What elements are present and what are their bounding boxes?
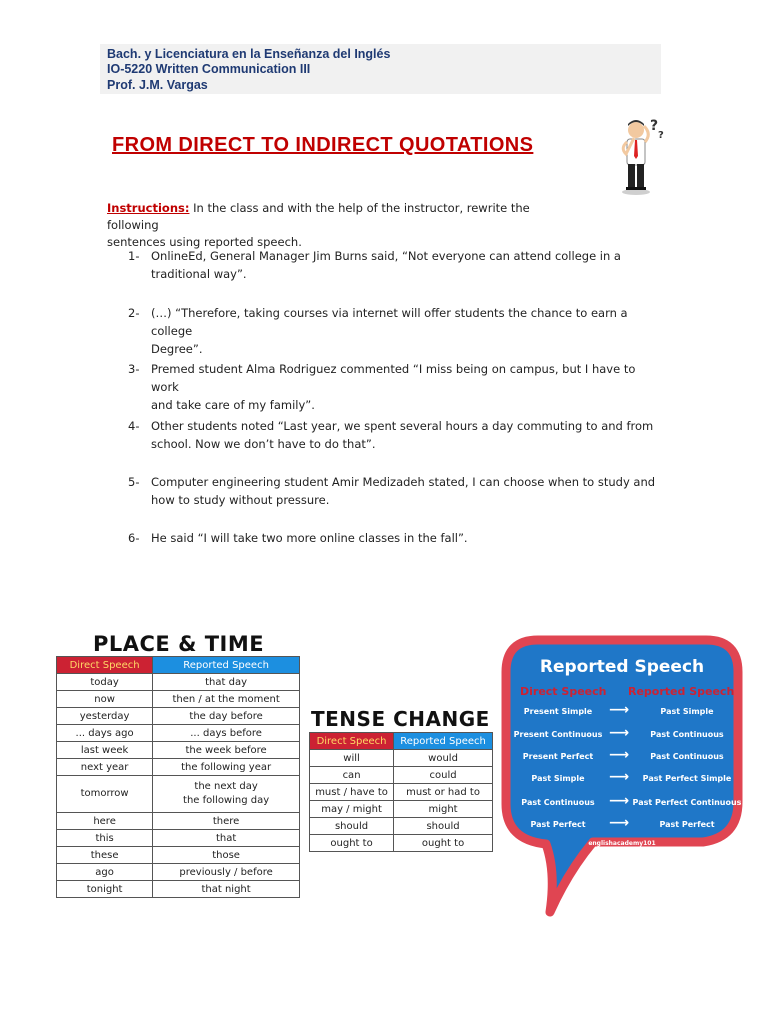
direct-cell: should	[310, 818, 394, 835]
arrow-right-icon: ⟶	[608, 815, 630, 831]
list-item	[128, 529, 658, 547]
item-number: 1-	[128, 249, 140, 263]
tense-rule-row	[512, 702, 738, 719]
reported-cell: that day	[153, 674, 300, 691]
item-text-line1: OnlineEd, General Manager Jim Burns said, “Not everyone can attend college in a	[151, 249, 621, 263]
direct-cell: can	[310, 767, 394, 784]
reported-cell: those	[153, 847, 300, 864]
instructions-text-2: sentences using reported speech.	[107, 235, 302, 249]
direct-cell: ago	[57, 864, 153, 881]
reported-cell: ought to	[394, 835, 493, 852]
tense-to: Past Continuous	[650, 752, 724, 761]
item-number: 3-	[128, 362, 140, 376]
reported-cell: the following year	[153, 759, 300, 776]
list-item	[128, 417, 658, 453]
tense-change-title: TENSE CHANGE	[311, 707, 490, 731]
tense-from: Past Perfect	[530, 820, 586, 829]
item-text-line1: (…) “Therefore, taking courses via internet will offer students the chance to earn a college	[151, 306, 628, 338]
list-item	[128, 247, 658, 283]
item-text-line2: school. Now we don’t have to do that”.	[151, 437, 376, 451]
direct-cell: here	[57, 813, 153, 830]
tense-header-reported: Reported Speech	[394, 733, 493, 750]
tense-rule-row	[512, 747, 738, 764]
arrow-right-icon: ⟶	[608, 747, 630, 763]
item-text-line2: traditional way”.	[151, 267, 247, 281]
tense-to: Past Simple	[660, 707, 714, 716]
arrow-right-icon: ⟶	[608, 725, 630, 741]
direct-cell: last week	[57, 742, 153, 759]
direct-cell: next year	[57, 759, 153, 776]
svg-text:?: ?	[658, 130, 664, 141]
item-number: 2-	[128, 306, 140, 320]
direct-cell: will	[310, 750, 394, 767]
table-row	[310, 818, 493, 835]
direct-cell: ... days ago	[57, 725, 153, 742]
place-time-table	[56, 656, 300, 898]
place-time-title: PLACE & TIME	[93, 632, 265, 656]
table-row	[310, 750, 493, 767]
tense-to: Past Perfect Simple	[642, 774, 732, 783]
place-time-header-direct: Direct Speech	[57, 657, 153, 674]
direct-cell: tonight	[57, 881, 153, 898]
arrow-right-icon: ⟶	[608, 702, 630, 718]
instructions-label: Instructions:	[107, 201, 190, 215]
direct-cell: these	[57, 847, 153, 864]
reported-cell: would	[394, 750, 493, 767]
table-row	[57, 742, 300, 759]
course-name: IO-5220 Written Communication III	[107, 62, 311, 76]
reported-cell: might	[394, 801, 493, 818]
reported-cell: that night	[153, 881, 300, 898]
item-number: 5-	[128, 475, 140, 489]
item-text-line1: Premed student Alma Rodriguez commented “I miss being on campus, but I have to work	[151, 362, 636, 394]
tense-change-table	[309, 732, 493, 852]
table-row	[57, 708, 300, 725]
tense-rule-row	[512, 769, 738, 786]
svg-text:?: ?	[650, 118, 659, 134]
table-row	[310, 767, 493, 784]
table-row	[57, 830, 300, 847]
table-row	[57, 759, 300, 776]
table-row	[57, 725, 300, 742]
item-number: 6-	[128, 531, 140, 545]
tense-to: Past Perfect	[659, 820, 715, 829]
direct-cell: today	[57, 674, 153, 691]
instructions	[107, 200, 577, 251]
page-title: FROM DIRECT TO INDIRECT QUOTATIONS	[112, 134, 534, 156]
reported-cell: the day before	[153, 708, 300, 725]
tense-from: Past Simple	[531, 774, 585, 783]
reported-speech-head-reported: Reported Speech	[628, 685, 735, 698]
item-text-line1: Other students noted “Last year, we spent several hours a day commuting to and from	[151, 419, 654, 433]
table-row	[57, 864, 300, 881]
table-row	[57, 674, 300, 691]
tense-rule-row	[512, 815, 738, 832]
direct-cell: now	[57, 691, 153, 708]
reported-cell-line2: the following day	[183, 795, 270, 806]
reported-cell: there	[153, 813, 300, 830]
list-item	[128, 360, 658, 414]
reported-cell: previously / before	[153, 864, 300, 881]
tense-from: Present Continuous	[513, 730, 603, 739]
item-text-line2: and take care of my family”.	[151, 398, 315, 412]
table-row	[57, 776, 300, 813]
item-text-line2: Degree”.	[151, 342, 203, 356]
tense-to: Past Continuous	[650, 730, 724, 739]
reported-cell: must or had to	[394, 784, 493, 801]
direct-cell: ought to	[310, 835, 394, 852]
table-row	[57, 813, 300, 830]
place-time-header-reported: Reported Speech	[153, 657, 300, 674]
list-item	[128, 473, 658, 509]
program-name: Bach. y Licenciatura en la Enseñanza del Inglés	[107, 47, 391, 61]
instructions-text-1: In the class and with the help of the instructor, rewrite the following	[107, 201, 530, 232]
reported-cell: ... days before	[153, 725, 300, 742]
reported-speech-footer: englishacademy101	[588, 840, 656, 847]
tense-rule-row	[512, 793, 742, 810]
item-number: 4-	[128, 419, 140, 433]
reported-cell: then / at the moment	[153, 691, 300, 708]
tense-from: Present Perfect	[522, 752, 594, 761]
tense-rule-row	[512, 725, 738, 742]
direct-cell: yesterday	[57, 708, 153, 725]
table-row	[57, 847, 300, 864]
reported-cell	[153, 776, 300, 813]
direct-cell: this	[57, 830, 153, 847]
item-text-line2: how to study without pressure.	[151, 493, 330, 507]
tense-header-direct: Direct Speech	[310, 733, 394, 750]
table-row	[310, 835, 493, 852]
direct-cell: tomorrow	[57, 776, 153, 813]
tense-from: Past Continuous	[521, 798, 595, 807]
tense-to: Past Perfect Continuous	[632, 798, 742, 807]
arrow-right-icon: ⟶	[608, 769, 630, 785]
arrow-right-icon: ⟶	[608, 793, 630, 809]
reported-cell: could	[394, 767, 493, 784]
reported-cell: should	[394, 818, 493, 835]
table-row	[57, 881, 300, 898]
table-row	[310, 801, 493, 818]
reported-speech-head-direct: Direct Speech	[520, 685, 607, 698]
direct-cell: must / have to	[310, 784, 394, 801]
reported-speech-title: Reported Speech	[539, 657, 705, 677]
table-row	[310, 784, 493, 801]
tense-from: Present Simple	[523, 707, 593, 716]
table-row	[57, 691, 300, 708]
list-item	[128, 304, 658, 358]
thinking-man-icon	[612, 112, 670, 196]
reported-cell: that	[153, 830, 300, 847]
reported-cell-line1: the next day	[194, 781, 258, 792]
item-text-line1: Computer engineering student Amir Medizadeh stated, I can choose when to study and	[151, 475, 656, 489]
item-text-line1: He said “I will take two more online classes in the fall”.	[151, 531, 468, 545]
professor-name: Prof. J.M. Vargas	[107, 78, 208, 92]
reported-cell: the week before	[153, 742, 300, 759]
direct-cell: may / might	[310, 801, 394, 818]
